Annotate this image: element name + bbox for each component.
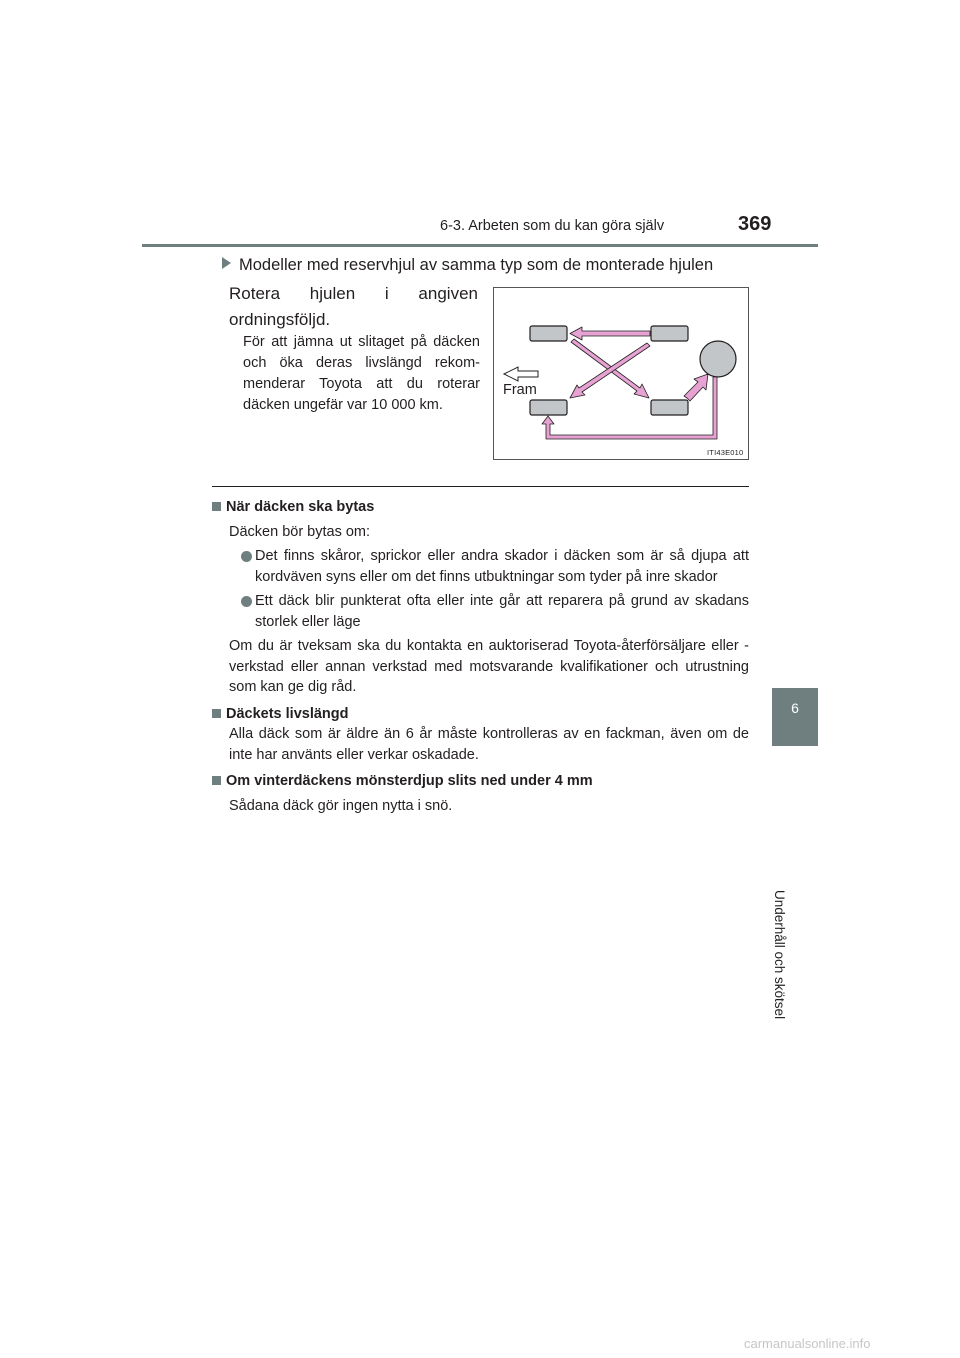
section-lifespan-heading — [212, 704, 749, 725]
rotation-instruction-detail: För att jämna ut slitaget på däcken och öka deras livslängd rekommenderar Toyota att du roterar däcken ungefär var 10 000 km. — [243, 334, 480, 413]
circle-bullet-icon — [241, 596, 252, 607]
circle-bullet-icon — [241, 551, 252, 562]
list-item-text: Det finns skåror, sprickor eller andra skador i däcken som är så djupa att kordväven syns eller om det finns utbuktningar som tyder på inre skador — [255, 548, 749, 585]
tire-front-right — [651, 326, 688, 341]
front-label: Fram — [503, 382, 537, 398]
arrow-fr-to-fl — [570, 327, 650, 340]
section-lifespan-heading-text: Däckets livslängd — [226, 705, 349, 722]
list-item — [229, 591, 749, 632]
section-winter-text: Sådana däck gör ingen nytta i snö. — [229, 797, 453, 814]
front-direction-arrow-icon — [504, 367, 538, 381]
section-replace-heading — [212, 497, 749, 518]
section-winter-heading-text: Om vinterdäckens mönsterdjup slits ned under 4 mm — [226, 773, 593, 789]
chapter-tab-label: Underhåll och skötsel — [772, 890, 787, 1020]
footer-watermark: carmanualsonline.info — [744, 1336, 871, 1351]
figure-code: ITI43E010 — [707, 448, 744, 457]
subheading-text: Modeller med reservhjul av samma typ som de monterade hjulen — [239, 256, 714, 274]
info-sections — [212, 497, 749, 816]
tire-rotation-diagram — [493, 287, 749, 460]
section-replace-heading-text: När däcken ska bytas — [226, 499, 375, 515]
section-replace-note: Om du är tveksam ska du kontakta en auktoriserad Toyota-återförsäljare eller -verkstad eller annan verkstad med motsvarande kvalifikationer och utrustning som kan ge dig råd. — [229, 638, 749, 695]
section-replace — [212, 497, 749, 698]
page-number: 369 — [738, 213, 772, 235]
tire-front-left — [530, 326, 567, 341]
square-bullet-icon — [212, 502, 221, 511]
section-winter-heading — [212, 771, 749, 792]
chapter-tab-number: 6 — [791, 700, 799, 716]
header-section-title: 6-3. Arbeten som du kan göra själv — [440, 218, 665, 234]
square-bullet-icon — [212, 709, 221, 718]
subheading — [222, 256, 713, 275]
tire-rear-left — [530, 400, 567, 415]
header-divider — [142, 244, 818, 247]
arrow-rr-to-spare — [684, 374, 708, 401]
list-item — [229, 546, 749, 587]
section-lifespan — [212, 704, 749, 766]
section-divider — [212, 486, 749, 487]
tire-rear-right — [651, 400, 688, 415]
section-winter — [212, 771, 749, 816]
tire-rotation-svg — [494, 288, 750, 461]
rotation-instruction: Rotera hjulen i angiven ordningsföljd. — [229, 284, 478, 329]
section-lifespan-text: Alla däck som är äldre än 6 år måste kontrolleras av en fackman, även om de inte har använts eller verkar oskadade. — [229, 726, 749, 763]
chapter-tab — [772, 688, 818, 746]
spare-tire — [700, 341, 736, 377]
list-item-text: Ett däck blir punkterat ofta eller inte går att reparera på grund av skadans storlek eller läge — [255, 593, 749, 630]
square-bullet-icon — [212, 776, 221, 785]
section-replace-intro: Däcken bör bytas om: — [229, 523, 371, 540]
triangle-bullet-icon — [222, 257, 231, 269]
arrow-spare-to-rl — [542, 377, 717, 439]
